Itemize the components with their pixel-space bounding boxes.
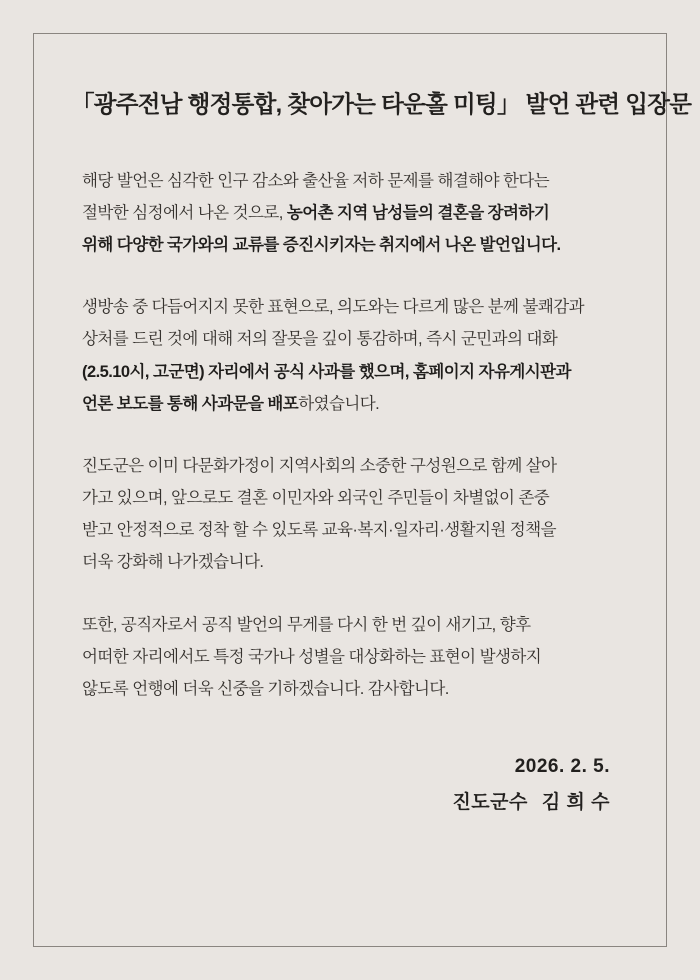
paragraph-text: 해당 발언은 심각한 인구 감소와 출산율 저하 문제를 해결해야 한다는 (82, 171, 550, 190)
paragraph-text: 위해 다양한 국가와의 교류를 증진시키자는 취지에서 나온 발언입니다. (82, 236, 561, 255)
paragraph-text: 진도군은 이미 다문화가정이 지역사회의 소중한 구성원으로 함께 살아 (82, 456, 557, 475)
paragraph-text: 하였습니다. (298, 394, 380, 413)
paragraph-text: 생방송 중 다듬어지지 못한 표현으로, 의도와는 다르게 많은 분께 불쾌감과 (82, 298, 585, 317)
body-paragraph (68, 165, 632, 262)
paragraph-text: (2.5.10시, 고군면) 자리에서 공식 사과를 했으며, 홈페이지 자유게시판과 (82, 362, 571, 381)
paragraph-text: 않도록 언행에 더욱 신중을 기하겠습니다. 감사합니다. (82, 679, 449, 698)
signature-date: 2026. 2. 5. (514, 756, 610, 778)
document-border-frame (33, 33, 692, 947)
paragraph-text: 받고 안정적으로 정착 할 수 있도록 교육·복지·일자리·생활지원 정책을 (82, 521, 556, 540)
signature-block (68, 749, 632, 821)
paragraph-text: 가고 있으며, 앞으로도 결혼 이민자와 외국인 주민들이 차별없이 존중 (82, 489, 550, 508)
paragraph-text: 언론 보도를 통해 사과문을 배포 (82, 394, 299, 413)
paragraph-text: 더욱 강화해 나가겠습니다. (82, 553, 264, 572)
signature-name-line (68, 785, 610, 821)
paragraph-text: 절박한 심정에서 나온 것으로, (82, 203, 287, 222)
page-title: 「광주전남 행정통합, 찾아가는 타운홀 미팅」 발언 관련 입장문 (71, 91, 692, 117)
paragraph-text: 상처를 드린 것에 대해 저의 잘못을 깊이 통감하며, 즉시 군민과의 대화 (82, 330, 558, 349)
body-paragraph (68, 609, 632, 706)
paragraph-text: 어떠한 자리에서도 특정 국가나 성별을 대상화하는 표현이 발생하지 (82, 647, 542, 666)
body-paragraph (68, 450, 632, 579)
document-content (34, 34, 692, 946)
paragraph-text: 농어촌 지역 남성들의 결혼을 장려하기 (286, 203, 550, 222)
signature-person-name: 김 희 수 (541, 792, 610, 814)
body-paragraph (68, 291, 632, 420)
document-body (68, 165, 632, 705)
paragraph-text: 또한, 공직자로서 공직 발언의 무게를 다시 한 번 깊이 새기고, 향후 (82, 615, 531, 634)
signature-official-title: 진도군수 (452, 792, 528, 814)
